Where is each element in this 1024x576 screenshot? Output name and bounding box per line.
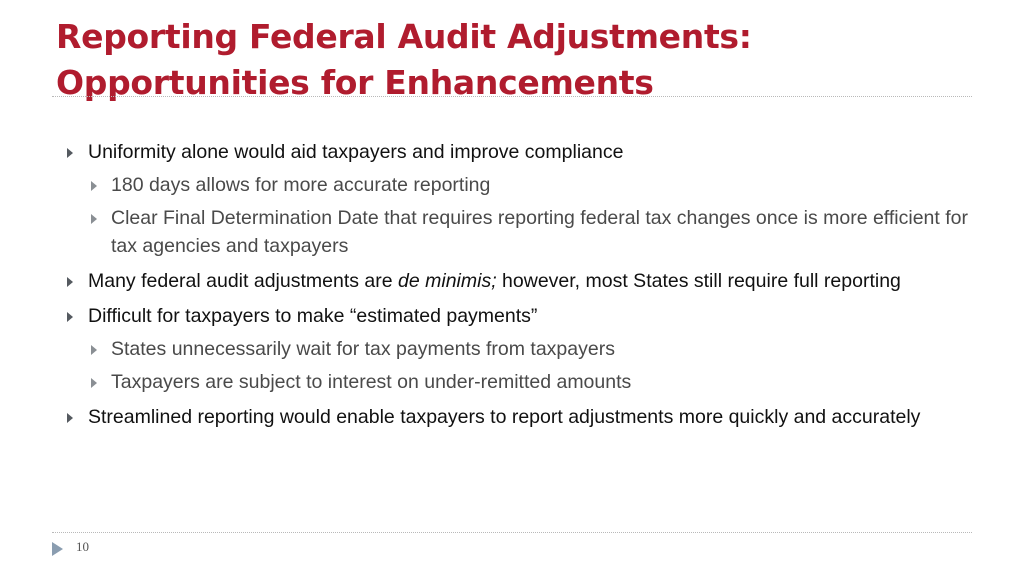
sub-bullet-item — [111, 335, 981, 363]
sub-bullet-item — [111, 171, 981, 199]
sub-bullet-arrow-icon — [91, 378, 97, 388]
bullet-text: Streamlined reporting would enable taxpayers to report adjustments more quickly and accurately — [88, 406, 921, 428]
footer-arrow-icon — [52, 542, 63, 556]
sub-bullet-text: Taxpayers are subject to interest on under-remitted amounts — [111, 371, 632, 393]
bullet-item — [88, 302, 988, 330]
bullet-text-after: however, most States still require full reporting — [496, 270, 901, 292]
bullet-item — [88, 267, 988, 295]
bullet-arrow-icon — [67, 312, 73, 322]
bullet-text-italic: de minimis; — [398, 270, 497, 292]
page-number: 10 — [76, 539, 89, 554]
bullet-item — [88, 138, 988, 166]
bullet-arrow-icon — [67, 148, 73, 158]
bullet-text-before: Many federal audit adjustments are — [88, 270, 399, 292]
title-line-2: Opportunities for Enhancements — [56, 63, 654, 102]
sub-bullet-arrow-icon — [91, 345, 97, 355]
bullet-text: Uniformity alone would aid taxpayers and improve compliance — [88, 141, 624, 163]
footer-divider — [52, 532, 972, 533]
sub-bullet-arrow-icon — [91, 214, 97, 224]
slide-title — [56, 14, 956, 106]
sub-bullet-item — [111, 368, 981, 396]
bullet-text: Difficult for taxpayers to make “estimated payments” — [88, 305, 538, 327]
sub-bullet-arrow-icon — [91, 181, 97, 191]
title-divider — [52, 96, 972, 97]
sub-bullet-text: 180 days allows for more accurate reporting — [111, 174, 491, 196]
sub-bullet-text: Clear Final Determination Date that requires reporting federal tax changes once is more efficient for tax agencies and taxpayers — [111, 207, 968, 257]
bullet-arrow-icon — [67, 413, 73, 423]
sub-bullet-text: States unnecessarily wait for tax payments from taxpayers — [111, 338, 615, 360]
bullet-arrow-icon — [67, 277, 73, 287]
title-line-1: Reporting Federal Audit Adjustments: — [56, 17, 752, 56]
bullet-item — [88, 403, 988, 431]
sub-bullet-item — [111, 204, 981, 260]
